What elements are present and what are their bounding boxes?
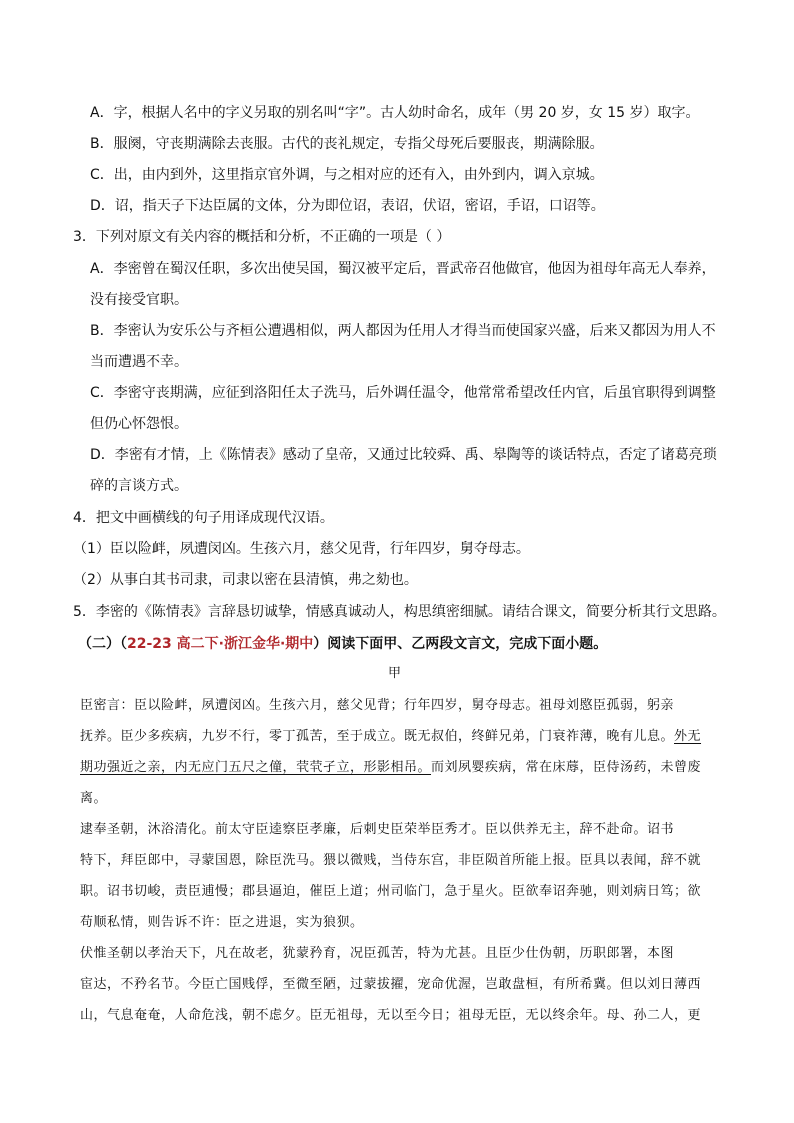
- passage-line: [80, 729, 720, 745]
- q3-option-c-line1: C．李密守丧期满，应征到洛阳任太子洗马，后外调任温令，他常常希望改任内官，后虽官职得到调整: [90, 385, 716, 401]
- q2-option-a: A．字，根据人名中的字义另取的别名叫“字”。古人幼时命名，成年（男 20 岁，女 15 岁）取字。: [90, 105, 700, 121]
- passage-line: 逮奉圣朝，沐浴清化。前太守臣逵察臣孝廉，后刺史臣荣举臣秀才。臣以供养无主，辞不赴命。诏书: [80, 822, 675, 837]
- section-2-source: 22-23 高二下·浙江金华·期中: [127, 636, 314, 652]
- q2-option-c: C．出，由内到外，这里指京官外调，与之相对应的还有入，由外到内，调入京城。: [90, 167, 604, 183]
- q3-option-c-line2: 但仍心怀怨恨。: [90, 416, 188, 432]
- passage-line: 苟顺私情，则告诉不许：臣之进退，实为狼狈。: [80, 915, 364, 930]
- underlined-sentence-start: 外无: [674, 729, 702, 744]
- passage-line: 离。: [80, 791, 108, 806]
- passage-line: 宦达，不矜名节。今臣亡国贱俘，至微至陋，过蒙拔擢，宠命优渥，岂敢盘桓，有所希冀。但以刘日薄西: [80, 977, 702, 992]
- section-2-prefix: （二）（: [78, 636, 127, 652]
- q3-option-b-line1: B．李密认为安乐公与齐桓公遭遇相似，两人都因为任用人才得当而使国家兴盛，后来又都因为用人不: [90, 323, 716, 339]
- q4-sentence-2: （2）从事白其书司隶，司隶以密在县清慎，弗之劾也。: [73, 572, 418, 588]
- passage-line: 伏惟圣朝以孝治天下，凡在故老，犹蒙矜育，况臣孤苦，特为尤甚。且臣少仕伪朝，历职郎署，本图: [80, 946, 675, 961]
- passage-line: 特下，拜臣郎中，寻蒙国恩，除臣洗马。猥以微贱，当侍东宫，非臣陨首所能上报。臣具以表闻，辞不就: [80, 853, 702, 868]
- section-2-suffix: ）阅读下面甲、乙两段文言文，完成下面小题。: [313, 636, 608, 652]
- q3-option-a-line1: A．李密曾在蜀汉任职，多次出使吴国，蜀汉被平定后，晋武帝召他做官，他因为祖母年高无人奉养，: [90, 261, 716, 277]
- q3-option-d-line2: 碎的言谈方式。: [90, 478, 188, 494]
- q3-option-d-line1: D．李密有才情，上《陈情表》感动了皇帝，又通过比较舜、禹、皋陶等的谈话特点，否定了诸葛亮琐: [90, 447, 717, 463]
- passage-line-tail: 而刘夙婴疾病，常在床蓐，臣侍汤药，未曾废: [431, 760, 702, 775]
- passage-line: 山，气息奄奄，人命危浅，朝不虑夕。臣无祖母，无以至今日；祖母无臣，无以终余年。母、孙二人，更: [80, 1008, 702, 1023]
- q2-option-b: B．服阕，守丧期满除去丧服。古代的丧礼规定，专指父母死后要服丧，期满除服。: [90, 136, 604, 152]
- q4-stem: 4．把文中画横线的句子用译成现代汉语。: [73, 510, 334, 526]
- q2-option-d: D．诏，指天子下达臣属的文体，分为即位诏，表诏，伏诏，密诏，手诏，口诏等。: [90, 198, 605, 214]
- passage-line: 职。诏书切峻，责臣逋慢；郡县逼迫，催臣上道；州司临门，急于星火。臣欲奉诏奔驰，则刘病日笃；欲: [80, 884, 702, 899]
- passage-line: [80, 760, 720, 776]
- passage-title: 甲: [388, 666, 402, 681]
- q3-stem: 3．下列对原文有关内容的概括和分析，不正确的一项是（ ）: [73, 229, 451, 245]
- q5-stem: 5．李密的《陈情表》言辞恳切诚挚，情感真诚动人，构思缜密细腻。请结合课文，简要分析其行文思路。: [73, 604, 726, 620]
- q4-sentence-1: （1）臣以险衅，夙遭闵凶。生孩六月，慈父见背，行年四岁，舅夺母志。: [73, 541, 530, 557]
- underlined-sentence-end: 期功强近之亲，内无应门五尺之僮，茕茕孑立，形影相吊。: [80, 760, 432, 775]
- passage-line: 臣密言：臣以险衅，夙遭闵凶。生孩六月，慈父见背；行年四岁，舅夺母志。祖母刘愍臣孤弱，躬亲: [80, 698, 675, 713]
- q3-option-b-line2: 当而遭遇不幸。: [90, 354, 188, 370]
- q3-option-a-line2: 没有接受官职。: [90, 292, 188, 308]
- passage-line-text: 抚养。臣少多疾病，九岁不行，零丁孤苦，至于成立。既无叔伯，终鲜兄弟，门衰祚薄，晚有儿息。: [80, 729, 675, 744]
- section-2-heading: [78, 635, 607, 653]
